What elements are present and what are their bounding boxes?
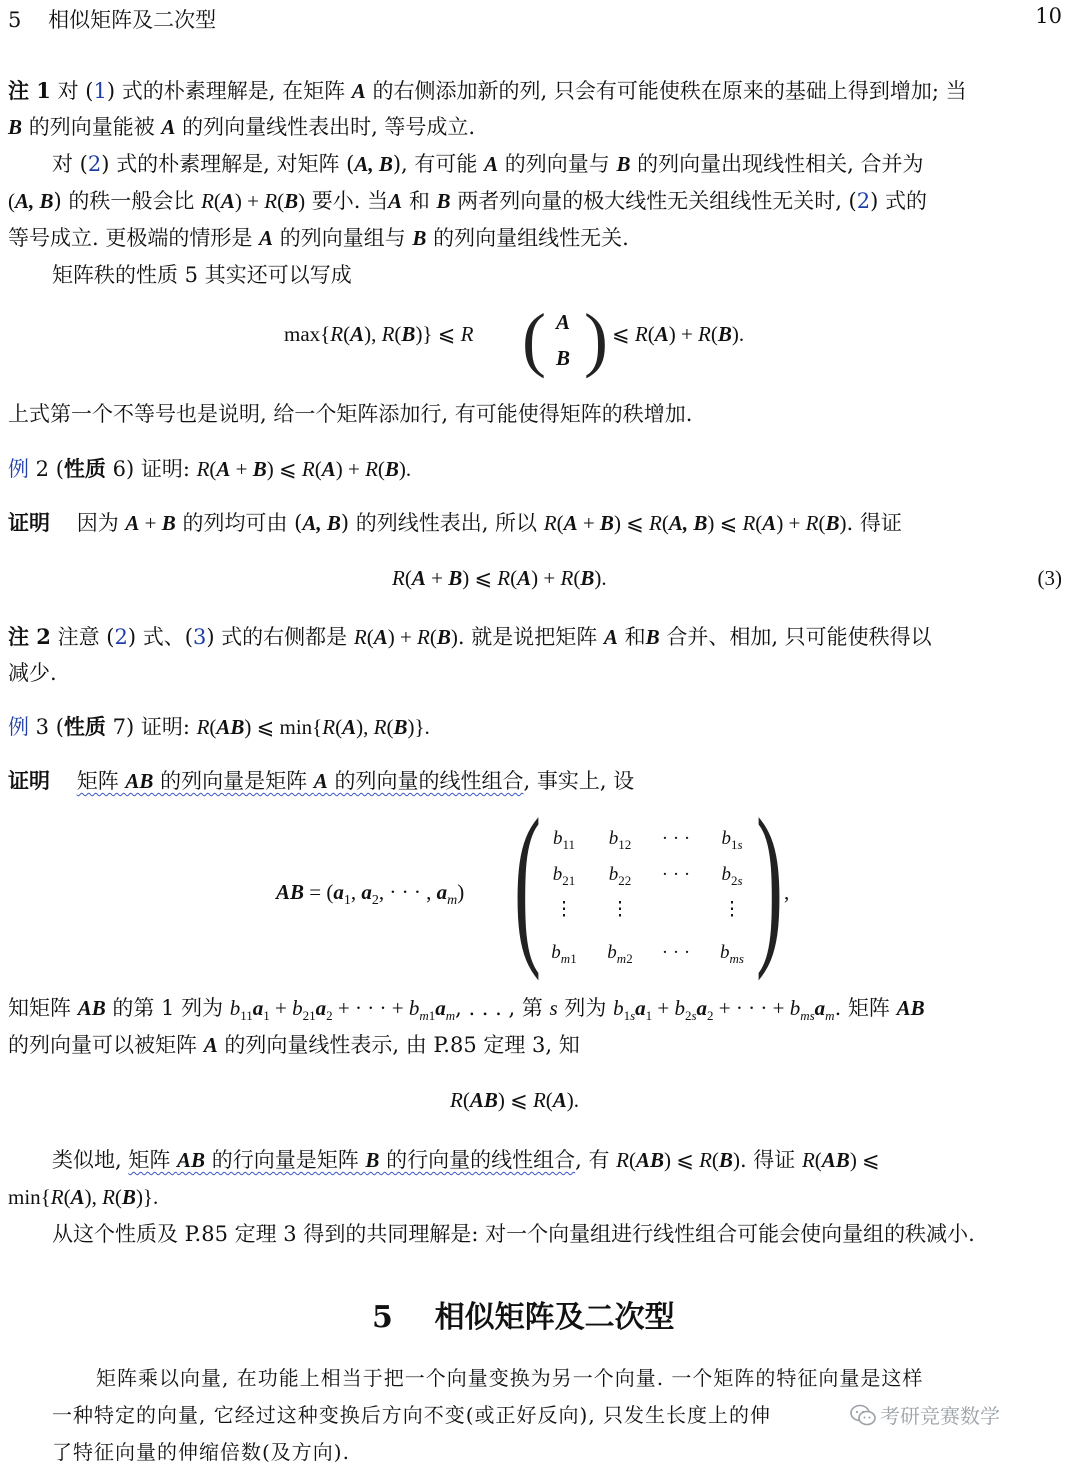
eq-ref-3[interactable]: 3 [192,625,207,649]
eq-ref-2b[interactable]: 2 [856,189,871,213]
text: 的列向量的线性组合 [327,769,524,793]
text: 6) [105,457,135,481]
note1-para2-line2: (A, B) 的秩一般会比 R(A) + R(B) 要小. 当A 和 B 两者列向量的极大线性无关组线性无关时, (2) 式的 [8,189,927,213]
example3-similarly-line1: 类似地, 矩阵 AB 的行向量是矩阵 B 的行向量的线性组合, 有 R(AB) ⩽ R(B). 得证 R(AB) ⩽ [52,1148,880,1172]
matrix-equation-lhs: AB = ($a_1$, $a_2$, · · · , $a_m$) [276,880,465,909]
text: 对 ( [52,152,88,176]
intro-line3: 了特征向量的伸缩倍数(及方向). [52,1440,350,1464]
math-A: A [161,115,176,139]
matrix-paren-right: ) [756,782,783,981]
text: 性质 [63,714,106,739]
section-heading [372,1292,675,1336]
text: . 矩阵 [834,996,897,1020]
matrix-comma: , [784,880,790,904]
text: 的列向量出现线性相关, 合并为 [630,152,924,176]
equation-max-rank-rhs: ⩽ R(A) + R(B). [612,322,745,346]
text: ) 式的朴素理解是, 在矩阵 [106,79,352,103]
text: ) 的列线性表出, 所以 [340,511,544,535]
example3-statement: 例 3 (性质 7) 证明: R(AB) ⩽ min{R(A), R(B)}. [8,714,430,739]
text: 和 [617,625,646,649]
text: 性质 [63,456,106,481]
text: 的列均可由 ( [175,511,303,535]
example3-similarly-line2: min{R(A), R(B)}. [8,1185,159,1209]
paren-left: ( [522,299,546,379]
page-number: 10 [1035,4,1062,28]
math-B: B [616,152,631,176]
stack-B: B [556,346,571,370]
text: 的列向量组与 [273,226,413,250]
text: , 事实上, 设 [523,769,635,793]
text: 的列向量线性表示, 由 P.85 定理 3, 知 [217,1033,580,1057]
note1-after-eq: 上式第一个不等号也是说明, 给一个矩阵添加行, 有可能使得矩阵的秩增加. [8,402,693,426]
note1-para2-line3: 等号成立. 更极端的情形是 A 的列向量组与 B 的列向量组线性无关. [8,226,629,250]
text: . 得证 [739,1148,802,1172]
example3-columns-line2: 的列向量可以被矩阵 A 的列向量线性表示, 由 P.85 定理 3, 知 [8,1033,580,1057]
note1-label: 注 1 [8,78,51,103]
text: 要小. 当 [305,189,389,213]
text: 的列向量可以被矩阵 [8,1033,204,1057]
text: 的列向量线性表出时, 等号成立. [175,115,476,139]
watermark-text: 考研竞赛数学 [880,1404,1000,1428]
text: 的列向量组线性无关. [426,226,629,250]
text: ) 式、( [127,625,193,649]
text: ) 式的 [870,189,927,213]
text: . 就是说把矩阵 [457,625,604,649]
text: 类似地, [52,1148,129,1172]
text: 的列向量与 [498,152,617,176]
proof-label: 证明 [8,768,50,793]
text: . 得证 [846,511,902,535]
text: 因为 [76,511,126,535]
eq-ref-2c[interactable]: 2 [114,625,128,649]
equation-3: R(A + B) ⩽ R(A) + R(B). [392,566,607,590]
text: 证明: [134,457,197,481]
section-title: 相似矩阵及二次型 [434,1300,675,1335]
paren-right: ) [584,299,608,379]
note1-para3: 矩阵秩的性质 5 其实还可以写成 [52,263,352,287]
text: ) 式的右侧都是 [206,625,354,649]
math-sum: R(A) + R(B) [201,189,306,213]
header-section-number: 5 [8,8,22,32]
eq-ref-1[interactable]: 1 [93,79,107,103]
note1-para2-line1 [52,146,924,183]
example3-label[interactable]: 例 [8,715,29,739]
text: ), 有可能 [392,152,485,176]
stack-A: A [556,310,571,334]
page: 5 相似矩阵及二次型 10 注 1 对 (1) 式的朴素理解是, 在矩阵 A 的右侧添加新的列, 只会有可能使秩在原来的基础上得到增加; 当 B 的列向量能被 A 的列向量线性表出时, 等号成立. 对 (2) 式的朴素理解是, 对矩阵 (A, B), 有可能 A 的列向量与 B 的列向量出现线性相关, 合并为 (A, B) 的秩一般会比 R(A) + R(B) 要小. 当A 和 B 两者列向量的极大线性无关组线性无关时, (2) 式的 等号成立. 更极端的情形是 A 的列向量组与 B 的列向量组线性无关. 矩阵秩的性质 5 其实还可以写成 max{R(A), R(B)} ⩽ R ( A B ) ⩽ R(A) + R(B). 上式第一个不等号也是说明, 给一个矩阵添加行, 有可能使得矩阵的秩增加. 例 2 (性质 6) 证明: R(A + B) ⩽ R(A) + R(B). 证明 因为 A + B 的列均可由 (A, B) 的列线性表出, 所以 R(A + B) ⩽ R(A, B) ⩽ R(A) + R(B). 得证 R(A + B) ⩽ R(A) + R(B). (3) 注 2 注意 (2) 式、(3) 式的右侧都是 R(A) + R(B). 就是说把矩阵 A 和B 合并、相加, 只可能使秩得以 减少. 例 3 (性质 7) 证明: R(AB) ⩽ min{R(A), R(B)}. 证明 矩阵 AB 的列向量是矩阵 A 的列向量的线性组合, 事实上, 设 AB = ($a_1$, $a_2$, · · · , $a_m$) ( ) , $b_{11}$ $b_{12}$ · · · $b_{1s}$ $b_{21}$ $b_{22}$ · · · $b_{2s}$ ⋮ ⋮ ⋮ $b_{m1}$ $b_{m2}$ · · · $b_{ms}$ 知矩阵 AB 的第 1 列为 $b_{11}a_1 + b_{21}a_2$ + · · · + $b_{m1}a_m$, . . . , 第 s 列为 $b_{1s}a_1 + b_{2s}a_2$ + · · · + $b_{ms}a_m$. 矩阵 AB 的列向量可以被矩阵 A 的列向量线性表示, 由 P.85 定理 3, 知 R(AB) ⩽ R(A). 类似地, 矩阵 AB 的行向量是矩阵 B 的行向量的线性组合, 有 R(AB) ⩽ R(B). 得证 R(AB) ⩽ min{R(A), R(B)}. 从这个性质及 P.85 定理 3 得到的共同理解是: 对一个向量组进行线性组合可能会使向量组的秩减小. 5 相似矩阵及二次型 矩阵乘以向量, 在功能上相当于把一个向量变换为另一个向量. 一个矩阵的特征向量是这样 一种特定的向量, 它经过这种变换后方向不变(或正好反向), 只发生长度上的伸 了特征向量的伸缩倍数(及方向). 考研竞赛数学 [8,4,1062,1464]
text: 的第 1 列为 [105,996,230,1020]
text: 2 ( [29,457,64,481]
example3-conclusion: 从这个性质及 P.85 定理 3 得到的共同理解是: 对一个向量组进行线性组合可能会使向量组的秩减小. [52,1222,975,1246]
text: ) 的秩一般会比 [53,189,202,213]
text: , . . . , 第 [455,996,550,1020]
proof-label: 证明 [8,510,50,535]
example2-statement: 例 2 (性质 6) 证明: R(A + B) ⩽ R(A) + R(B). [8,456,412,481]
matrix-paren-left: ( [514,782,541,981]
intro-line2: 一种特定的向量, 它经过这种变换后方向不变(或正好反向), 只发生长度上的伸 [52,1403,772,1427]
example2-proof: 证明 因为 A + B 的列均可由 (A, B) 的列线性表出, 所以 R(A + B) ⩽ R(A, B) ⩽ R(A) + R(B). 得证 [8,510,902,535]
math-A: A [484,152,499,176]
text: 两者列向量的极大线性无关组线性无关时, ( [450,189,857,213]
equation-rank-AB-A: R(AB) ⩽ R(A). [450,1088,580,1112]
text: 列为 [557,996,614,1020]
text: 和 [402,189,437,213]
note2-label: 注 2 [8,624,51,649]
intro-line1: 矩阵乘以向量, 在功能上相当于把一个向量变换为另一个向量. 一个矩阵的特征向量是这样 [96,1366,924,1390]
note1-line2 [8,109,475,146]
text: 的右侧添加新的列, 只会有可能使秩在原来的基础上得到增加; 当 [365,79,967,103]
math-B: B [8,115,23,139]
note2-line1: 注 2 注意 (2) 式、(3) 式的右侧都是 R(A) + R(B). 就是说把矩阵 A 和B 合并、相加, 只可能使秩得以 [8,624,932,649]
wavy-underlined-text: 矩阵 AB 的列向量是矩阵 A 的列向量的线性组合 [76,769,524,793]
watermark [850,1400,1000,1429]
section-number: 5 [372,1300,393,1335]
text: , 有 [575,1148,617,1172]
example3-columns-line1: 知矩阵 AB 的第 1 列为 $b_{11}a_1 + b_{21}a_2$ + · · · + $b_{m1}a_m$, . . . , 第 s 列为 $b_{1s}a_1 + b_{2s}a_2$ + · · · + $b_{ms}a_m$. 矩阵 AB [8,996,925,1024]
text: 合并、相加, 只可能使秩得以 [659,625,932,649]
text: 的行向量是矩阵 [205,1148,366,1172]
note1-line1 [8,72,967,110]
math-AB: A, B [354,152,393,176]
text: 的行向量的线性组合 [379,1148,576,1172]
text: ) 式的朴素理解是, 对矩阵 ( [101,152,355,176]
text: 对 ( [57,79,94,103]
example2-label[interactable]: 例 [8,457,29,481]
text: 注意 ( [57,625,115,649]
text: 矩阵 [128,1148,178,1172]
header-section-title: 相似矩阵及二次型 [48,8,217,32]
equation-max-rank: max{R(A), R(B)} ⩽ R [284,322,474,346]
text: 矩阵 [76,769,126,793]
text: 证明: [134,715,197,739]
wechat-icon [850,1404,876,1426]
equation-number-3: (3) [1037,566,1062,590]
text: 知矩阵 [8,996,78,1020]
text: 的列向量是矩阵 [153,769,314,793]
running-header [8,4,216,34]
note2-line2: 减少. [8,661,57,685]
math-A: A [351,79,366,103]
text: 的列向量能被 [22,115,162,139]
text: 7) [105,715,135,739]
text: 3 ( [29,715,64,739]
eq-ref-2[interactable]: 2 [87,152,102,176]
text: 等号成立. 更极端的情形是 [8,226,260,250]
